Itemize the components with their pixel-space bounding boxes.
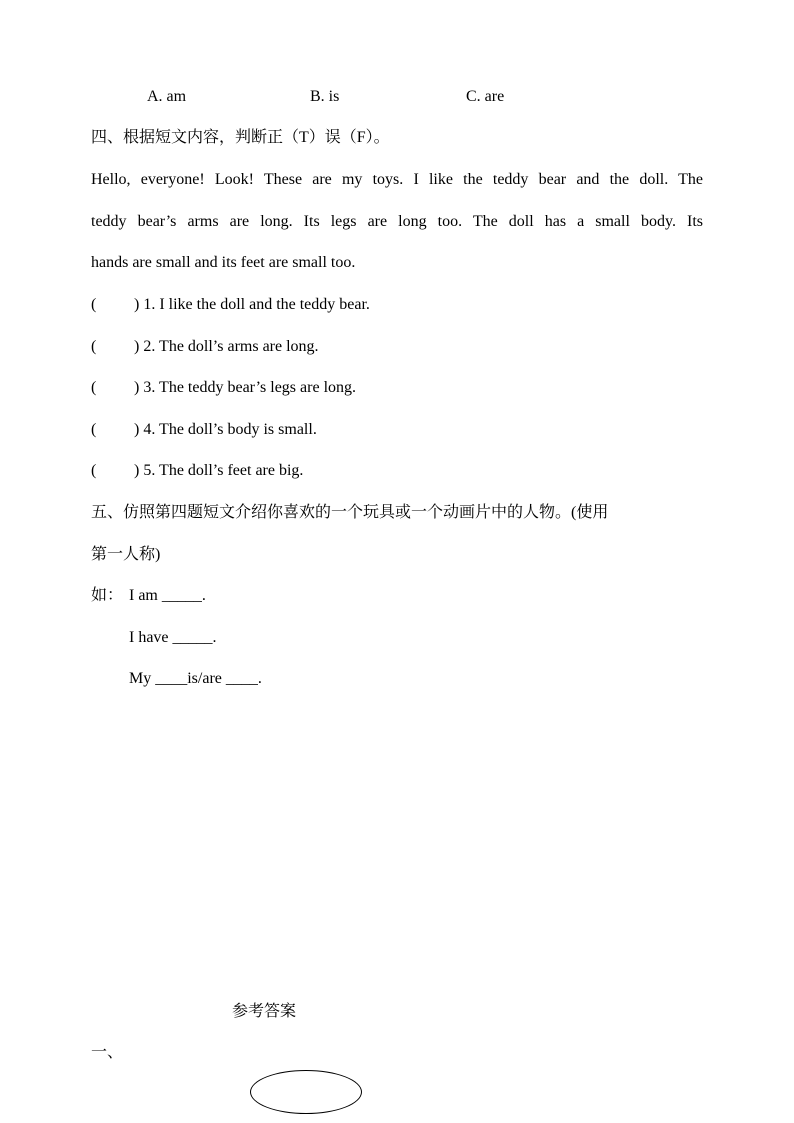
answer-blank-open[interactable]: (	[91, 379, 97, 396]
example-prefix: 如：	[91, 587, 124, 604]
statement: ) 1. I like the doll and the teddy bear.	[134, 296, 370, 313]
statement: ) 5. The doll’s feet are big.	[134, 462, 304, 479]
answer-blank-open[interactable]: (	[91, 462, 97, 479]
statement: ) 4. The doll’s body is small.	[134, 421, 317, 438]
passage-line-2: teddy bear’s arms are long. Its legs are long too. The doll has a small body. Its	[91, 213, 703, 230]
example-line-3: My ____is/are ____.	[129, 670, 262, 687]
section5-heading-line-1: 五、仿照第四题短文介绍你喜欢的一个玩具或一个动画片中的人物。(使用	[91, 504, 609, 521]
option-c: C. are	[466, 88, 505, 105]
section4-heading: 四、根据短文内容，判断正（T）误（F）。	[91, 129, 390, 146]
option-a: A. am	[147, 88, 187, 105]
answers-title: 参考答案	[232, 1003, 297, 1020]
passage-line-1: Hello, everyone! Look! These are my toys. I like the teddy bear and the doll. The	[91, 171, 703, 188]
section5-heading-line-2: 第一人称)	[91, 546, 161, 563]
passage-line-3: hands are small and its feet are small too.	[91, 254, 356, 271]
statement: ) 3. The teddy bear’s legs are long.	[134, 379, 357, 396]
example-line-2: I have _____.	[129, 629, 217, 646]
example-line-1: I am _____.	[129, 587, 206, 604]
answer-blank-open[interactable]: (	[91, 338, 97, 355]
option-b: B. is	[310, 88, 340, 105]
answer-blank-open[interactable]: (	[91, 421, 97, 438]
answers-part-1: 一、	[91, 1044, 124, 1061]
statement: ) 2. The doll’s arms are long.	[134, 338, 319, 355]
ellipse-shape	[250, 1070, 362, 1114]
answer-blank-open[interactable]: (	[91, 296, 97, 313]
